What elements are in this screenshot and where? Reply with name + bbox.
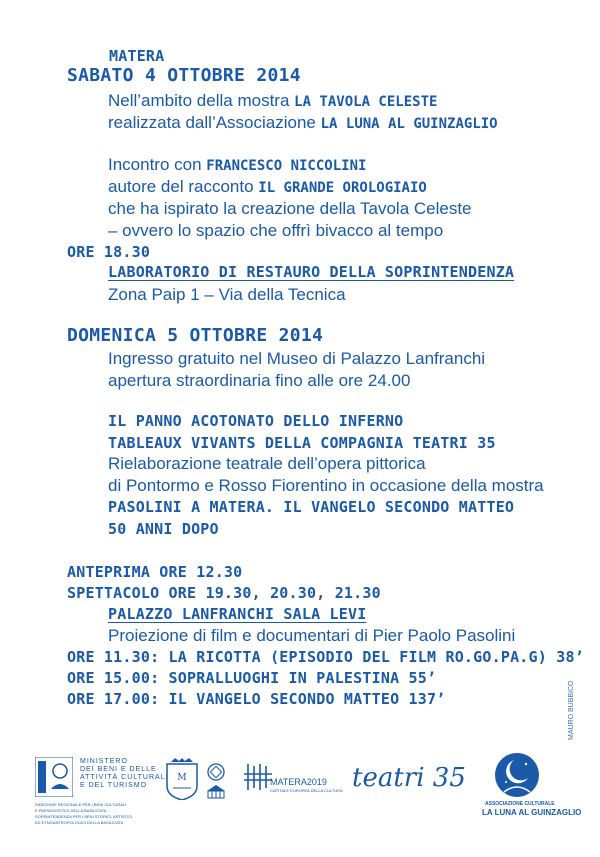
sun-line-1: Ingresso gratuito nel Museo di Palazzo Lanfranchi bbox=[108, 349, 486, 368]
film-2: ORE 15.00: SOPRALLUOGHI IN PALESTINA 55’ bbox=[67, 669, 437, 687]
matera2019-subtext: CAPITALE EUROPEA DELLA CULTURA bbox=[270, 788, 343, 793]
sun-line-2: apertura straordinaria fino alle ore 24.00 bbox=[108, 371, 411, 390]
film-3: ORE 17.00: IL VANGELO SECONDO MATTEO 137’ bbox=[67, 690, 446, 708]
sat-line-2: realizzata dall’Associazione LA LUNA AL GUINZAGLIO bbox=[108, 113, 498, 132]
mibact-logo bbox=[35, 757, 73, 797]
designer-credit: MAURO BUBBICO bbox=[568, 680, 575, 740]
crest-icon bbox=[165, 758, 199, 800]
matera2019-mark-icon bbox=[243, 762, 273, 792]
show-title-1: IL PANNO ACOTONATO DELLO INFERNO bbox=[108, 412, 404, 430]
sat-venue: LABORATORIO DI RESTAURO DELLA SOPRINTENDENZA bbox=[108, 263, 515, 281]
luna-text-2: LA LUNA AL GUINZAGLIO bbox=[482, 808, 582, 817]
ministero-text: MINISTERO DEI BENI E DELLE ATTIVITÀ CULTURALI E DEL TURISMO bbox=[80, 758, 169, 789]
show-desc-1: Rielaborazione teatrale dell’opera pittorica bbox=[108, 454, 426, 473]
show-times: SPETTACOLO ORE 19.30, 20.30, 21.30 bbox=[67, 584, 381, 602]
luna-guinzaglio-logo bbox=[494, 752, 540, 803]
moon-icon bbox=[494, 752, 540, 798]
sat-line-3: Incontro con FRANCESCO NICCOLINI bbox=[108, 155, 367, 174]
projection-desc: Proiezione di film e documentari di Pier Paolo Pasolini bbox=[108, 626, 516, 645]
sat-line-5: che ha ispirato la creazione della Tavola Celeste bbox=[108, 199, 472, 218]
matera-crest-logo bbox=[165, 758, 199, 805]
film-1: ORE 11.30: LA RICOTTA (EPISODIO DEL FILM RO.GO.PA.G) 38’ bbox=[67, 648, 584, 666]
luna-text-1: ASSOCIAZIONE CULTURALE bbox=[485, 801, 555, 807]
sunday-date: DOMENICA 5 OTTOBRE 2014 bbox=[67, 325, 324, 346]
matera2019-logo bbox=[243, 762, 273, 797]
hall-name: PALAZZO LANFRANCHI SALA LEVI bbox=[108, 605, 367, 623]
exhibition-title-2: 50 ANNI DOPO bbox=[108, 520, 219, 538]
unesco-icon bbox=[205, 763, 227, 801]
sat-line-4: autore del racconto IL GRANDE OROLOGIAIO bbox=[108, 177, 427, 196]
mibact-emblem-icon bbox=[35, 757, 73, 797]
sat-line-6: – ovvero lo spazio che offrì bivacco al tempo bbox=[108, 221, 444, 240]
sat-address: Zona Paip 1 – Via della Tecnica bbox=[108, 285, 346, 304]
exhibition-title-1: PASOLINI A MATERA. IL VANGELO SECONDO MATTEO bbox=[108, 498, 515, 516]
show-desc-2: di Pontormo e Rosso Fiorentino in occasione della mostra bbox=[108, 476, 544, 495]
saturday-date: SABATO 4 OTTOBRE 2014 bbox=[67, 65, 301, 86]
show-title-2: TABLEAUX VIVANTS DELLA COMPAGNIA TEATRI 35 bbox=[108, 434, 496, 452]
unesco-logo bbox=[205, 763, 227, 806]
sat-line-1: Nell’ambito della mostra LA TAVOLA CELESTE bbox=[108, 91, 438, 110]
direzione-text: DIREZIONE REGIONALE PER I BENI CULTURALI E PAESAGGISTICI DELLA BASILICATA SOPRINTENDENZA PER I BENI STORICI, ARTISTICI ED ETNOANTROPOLOGICI DELLA BASILICATA bbox=[35, 802, 133, 825]
matera2019-text: MATERA2019 bbox=[270, 777, 327, 787]
city-title: MATERA bbox=[109, 47, 165, 65]
preview-time: ANTEPRIMA ORE 12.30 bbox=[67, 563, 243, 581]
svg-text:M: M bbox=[177, 773, 187, 783]
teatri35-logo: teatri 35 bbox=[352, 763, 466, 793]
sat-time: ORE 18.30 bbox=[67, 243, 151, 261]
